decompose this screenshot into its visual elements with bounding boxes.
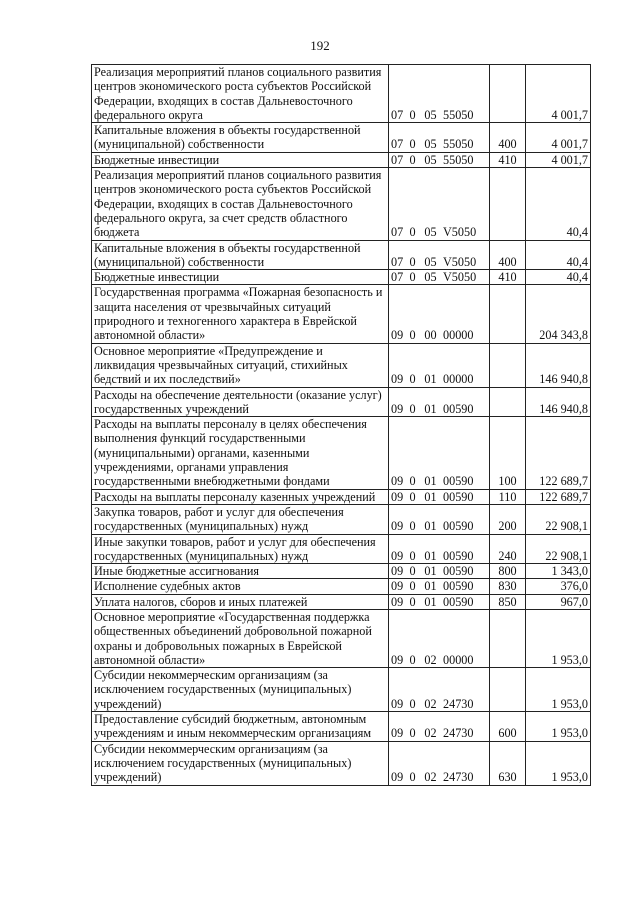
direction-code-cell: 00590 — [441, 387, 490, 417]
main-activity-code-cell: 05 — [420, 240, 441, 270]
direction-code-cell: 00590 — [441, 417, 490, 489]
table-row — [92, 168, 591, 240]
expense-type-code-cell: 800 — [490, 564, 526, 579]
direction-code-cell: 24730 — [441, 741, 490, 785]
program-code-cell: 09 — [389, 285, 406, 343]
subprogram-code-cell: 0 — [405, 285, 420, 343]
direction-code-cell: 55050 — [441, 65, 490, 123]
program-code-cell: 07 — [389, 240, 406, 270]
amount-cell: 146 940,8 — [526, 343, 591, 387]
page-number: 192 — [310, 38, 330, 53]
subprogram-code-cell: 0 — [405, 152, 420, 167]
amount-cell: 22 908,1 — [526, 534, 591, 564]
expense-type-code-cell — [490, 609, 526, 667]
table-row — [92, 668, 591, 712]
amount-cell: 1 953,0 — [526, 712, 591, 742]
direction-code-cell: 24730 — [441, 668, 490, 712]
main-activity-code-cell: 05 — [420, 65, 441, 123]
program-code-cell: 09 — [389, 417, 406, 489]
table-row — [92, 417, 591, 489]
direction-code-cell: 00000 — [441, 609, 490, 667]
amount-cell: 1 953,0 — [526, 741, 591, 785]
table-row — [92, 534, 591, 564]
table-row — [92, 152, 591, 167]
direction-code-cell: 00590 — [441, 534, 490, 564]
amount-cell: 40,4 — [526, 270, 591, 285]
direction-code-cell: 00590 — [441, 504, 490, 534]
program-code-cell: 09 — [389, 564, 406, 579]
expense-type-code-cell: 110 — [490, 489, 526, 504]
expense-type-code-cell: 400 — [490, 240, 526, 270]
table-row — [92, 240, 591, 270]
amount-cell: 122 689,7 — [526, 489, 591, 504]
subprogram-code-cell: 0 — [405, 504, 420, 534]
program-code-cell: 09 — [389, 609, 406, 667]
row-name-cell: Основное мероприятие «Государственная поддержка общественных объединений добровольной пожарной охраны и добровольных пожарных в Еврейской автономной области» — [92, 609, 389, 667]
program-code-cell: 09 — [389, 489, 406, 504]
direction-code-cell: 24730 — [441, 712, 490, 742]
subprogram-code-cell: 0 — [405, 489, 420, 504]
direction-code-cell: 00590 — [441, 489, 490, 504]
expense-type-code-cell: 410 — [490, 152, 526, 167]
amount-cell: 4 001,7 — [526, 152, 591, 167]
direction-code-cell: 00590 — [441, 579, 490, 594]
expense-type-code-cell: 600 — [490, 712, 526, 742]
main-activity-code-cell: 05 — [420, 168, 441, 240]
row-name-cell: Основное мероприятие «Предупреждение и ликвидация чрезвычайных ситуаций, стихийных бедствий и их последствий» — [92, 343, 389, 387]
table-row — [92, 270, 591, 285]
row-name-cell: Иные закупки товаров, работ и услуг для обеспечения государственных (муниципальных) нужд — [92, 534, 389, 564]
direction-code-cell: 55050 — [441, 123, 490, 153]
expense-type-code-cell: 410 — [490, 270, 526, 285]
amount-cell: 204 343,8 — [526, 285, 591, 343]
main-activity-code-cell: 02 — [420, 668, 441, 712]
main-activity-code-cell: 01 — [420, 387, 441, 417]
subprogram-code-cell: 0 — [405, 668, 420, 712]
table-row — [92, 387, 591, 417]
program-code-cell: 07 — [389, 270, 406, 285]
amount-cell: 967,0 — [526, 594, 591, 609]
main-activity-code-cell: 01 — [420, 489, 441, 504]
amount-cell: 1 343,0 — [526, 564, 591, 579]
table-row — [92, 65, 591, 123]
row-name-cell: Субсидии некоммерческим организациям (за исключением государственных (муниципальных) учреждений) — [92, 668, 389, 712]
expense-type-code-cell: 630 — [490, 741, 526, 785]
table-row — [92, 579, 591, 594]
table-row — [92, 343, 591, 387]
expense-type-code-cell — [490, 343, 526, 387]
main-activity-code-cell: 05 — [420, 152, 441, 167]
budget-table — [91, 64, 591, 786]
main-activity-code-cell: 01 — [420, 564, 441, 579]
table-row — [92, 564, 591, 579]
subprogram-code-cell: 0 — [405, 65, 420, 123]
expense-type-code-cell: 850 — [490, 594, 526, 609]
subprogram-code-cell: 0 — [405, 123, 420, 153]
direction-code-cell: 00000 — [441, 343, 490, 387]
subprogram-code-cell: 0 — [405, 594, 420, 609]
amount-cell: 4 001,7 — [526, 65, 591, 123]
main-activity-code-cell: 02 — [420, 712, 441, 742]
table-row — [92, 712, 591, 742]
program-code-cell: 09 — [389, 668, 406, 712]
main-activity-code-cell: 01 — [420, 534, 441, 564]
row-name-cell: Расходы на обеспечение деятельности (оказание услуг) государственных учреждений — [92, 387, 389, 417]
expense-type-code-cell — [490, 168, 526, 240]
expense-type-code-cell — [490, 668, 526, 712]
table-row — [92, 609, 591, 667]
subprogram-code-cell: 0 — [405, 579, 420, 594]
subprogram-code-cell: 0 — [405, 609, 420, 667]
row-name-cell: Уплата налогов, сборов и иных платежей — [92, 594, 389, 609]
main-activity-code-cell: 05 — [420, 123, 441, 153]
row-name-cell: Реализация мероприятий планов социального развития центров экономического роста субъектов Российской Федерации, входящих в состав Дальневосточного федерального округа, за счет средств областного бюджета — [92, 168, 389, 240]
row-name-cell: Исполнение судебных актов — [92, 579, 389, 594]
table-row — [92, 504, 591, 534]
expense-type-code-cell — [490, 387, 526, 417]
row-name-cell: Расходы на выплаты персоналу в целях обеспечения выполнения функций государственными (муниципальными) органами, казенными учреждениями, органами управления государственными внебюджетными фондами — [92, 417, 389, 489]
amount-cell: 4 001,7 — [526, 123, 591, 153]
subprogram-code-cell: 0 — [405, 168, 420, 240]
program-code-cell: 07 — [389, 152, 406, 167]
amount-cell: 376,0 — [526, 579, 591, 594]
row-name-cell: Реализация мероприятий планов социального развития центров экономического роста субъектов Российской Федерации, входящих в состав Дальневосточного федерального округа — [92, 65, 389, 123]
direction-code-cell: V5050 — [441, 168, 490, 240]
main-activity-code-cell: 05 — [420, 270, 441, 285]
main-activity-code-cell: 01 — [420, 579, 441, 594]
direction-code-cell: V5050 — [441, 270, 490, 285]
expense-type-code-cell: 240 — [490, 534, 526, 564]
expense-type-code-cell: 830 — [490, 579, 526, 594]
subprogram-code-cell: 0 — [405, 564, 420, 579]
direction-code-cell: 00000 — [441, 285, 490, 343]
main-activity-code-cell: 01 — [420, 417, 441, 489]
amount-cell: 22 908,1 — [526, 504, 591, 534]
program-code-cell: 07 — [389, 168, 406, 240]
amount-cell: 1 953,0 — [526, 609, 591, 667]
program-code-cell: 09 — [389, 712, 406, 742]
program-code-cell: 09 — [389, 579, 406, 594]
subprogram-code-cell: 0 — [405, 343, 420, 387]
main-activity-code-cell: 01 — [420, 343, 441, 387]
subprogram-code-cell: 0 — [405, 387, 420, 417]
program-code-cell: 09 — [389, 741, 406, 785]
program-code-cell: 07 — [389, 65, 406, 123]
table-row — [92, 741, 591, 785]
direction-code-cell: V5050 — [441, 240, 490, 270]
subprogram-code-cell: 0 — [405, 270, 420, 285]
amount-cell: 146 940,8 — [526, 387, 591, 417]
table-row — [92, 489, 591, 504]
program-code-cell: 09 — [389, 594, 406, 609]
main-activity-code-cell: 00 — [420, 285, 441, 343]
main-activity-code-cell: 01 — [420, 504, 441, 534]
program-code-cell: 09 — [389, 343, 406, 387]
table-row — [92, 123, 591, 153]
program-code-cell: 07 — [389, 123, 406, 153]
row-name-cell: Закупка товаров, работ и услуг для обеспечения государственных (муниципальных) нужд — [92, 504, 389, 534]
main-activity-code-cell: 02 — [420, 741, 441, 785]
program-code-cell: 09 — [389, 534, 406, 564]
row-name-cell: Предоставление субсидий бюджетным, автономным учреждениям и иным некоммерческим организациям — [92, 712, 389, 742]
amount-cell: 122 689,7 — [526, 417, 591, 489]
program-code-cell: 09 — [389, 387, 406, 417]
expense-type-code-cell: 200 — [490, 504, 526, 534]
direction-code-cell: 55050 — [441, 152, 490, 167]
direction-code-cell: 00590 — [441, 594, 490, 609]
subprogram-code-cell: 0 — [405, 534, 420, 564]
table-row — [92, 594, 591, 609]
row-name-cell: Бюджетные инвестиции — [92, 152, 389, 167]
expense-type-code-cell: 400 — [490, 123, 526, 153]
subprogram-code-cell: 0 — [405, 240, 420, 270]
row-name-cell: Капитальные вложения в объекты государственной (муниципальной) собственности — [92, 240, 389, 270]
amount-cell: 40,4 — [526, 240, 591, 270]
row-name-cell: Государственная программа «Пожарная безопасность и защита населения от чрезвычайных ситуаций природного и техногенного характера в Еврейской автономной области» — [92, 285, 389, 343]
subprogram-code-cell: 0 — [405, 712, 420, 742]
subprogram-code-cell: 0 — [405, 417, 420, 489]
row-name-cell: Расходы на выплаты персоналу казенных учреждений — [92, 489, 389, 504]
amount-cell: 40,4 — [526, 168, 591, 240]
row-name-cell: Бюджетные инвестиции — [92, 270, 389, 285]
row-name-cell: Иные бюджетные ассигнования — [92, 564, 389, 579]
expense-type-code-cell: 100 — [490, 417, 526, 489]
subprogram-code-cell: 0 — [405, 741, 420, 785]
budget-table-body — [92, 65, 591, 786]
main-activity-code-cell: 02 — [420, 609, 441, 667]
expense-type-code-cell — [490, 285, 526, 343]
row-name-cell: Субсидии некоммерческим организациям (за исключением государственных (муниципальных) учреждений) — [92, 741, 389, 785]
program-code-cell: 09 — [389, 504, 406, 534]
row-name-cell: Капитальные вложения в объекты государственной (муниципальной) собственности — [92, 123, 389, 153]
table-row — [92, 285, 591, 343]
amount-cell: 1 953,0 — [526, 668, 591, 712]
main-activity-code-cell: 01 — [420, 594, 441, 609]
expense-type-code-cell — [490, 65, 526, 123]
direction-code-cell: 00590 — [441, 564, 490, 579]
